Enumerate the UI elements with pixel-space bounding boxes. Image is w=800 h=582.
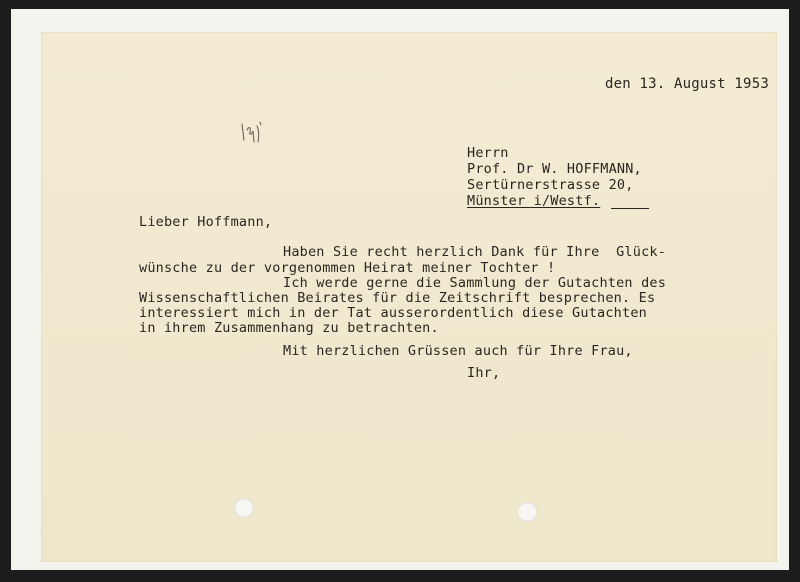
- address-line: Herrn: [467, 145, 509, 161]
- body-line: wünsche zu der vorgenommen Heirat meiner Tochter !: [139, 260, 556, 276]
- punch-hole-right: [517, 502, 537, 522]
- body-line: in ihrem Zusammenhang zu betrachten.: [139, 320, 439, 336]
- body-line: interessiert mich in der Tat ausserordentlich diese Gutachten: [139, 305, 647, 321]
- mounting-mat: [11, 9, 789, 570]
- letter-date: den 13. August 1953: [605, 76, 769, 92]
- body-line: Haben Sie recht herzlich Dank für Ihre Glück-: [283, 244, 667, 260]
- address-line-city: Münster i/Westf.: [467, 193, 601, 209]
- punch-hole-left: [234, 498, 254, 518]
- body-line: Ich werde gerne die Sammlung der Gutachten des: [283, 275, 667, 291]
- address-line: Sertürnerstrasse 20,: [467, 177, 634, 193]
- closing-signoff: Ihr,: [467, 365, 501, 381]
- closing-line: Mit herzlichen Grüssen auch für Ihre Frau,: [283, 343, 633, 359]
- body-line: Wissenschaftlichen Beirates für die Zeitschrift besprechen. Es: [139, 290, 656, 306]
- salutation: Lieber Hoffmann,: [139, 214, 273, 230]
- address-underline: [611, 208, 649, 209]
- handwritten-initials-mark: [239, 118, 267, 150]
- address-line: Prof. Dr W. HOFFMANN,: [467, 161, 642, 177]
